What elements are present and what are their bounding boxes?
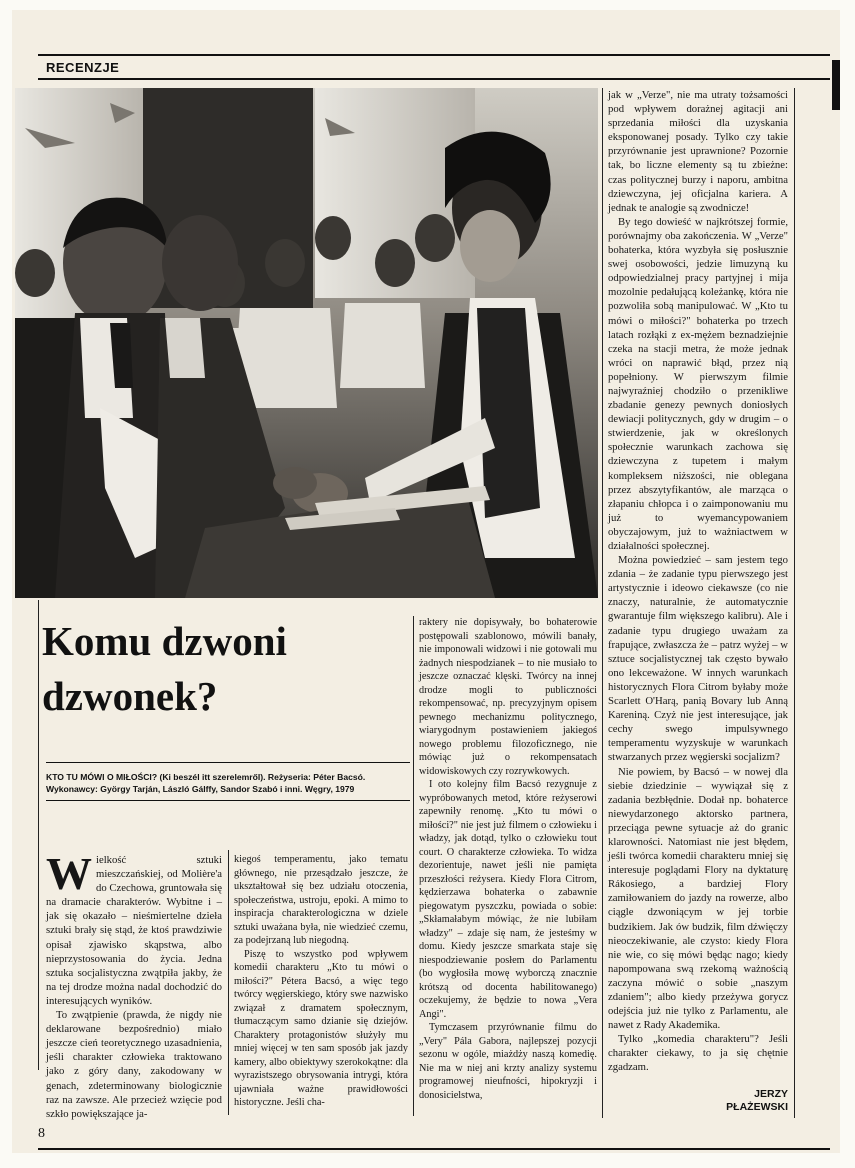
- paragraph: Można powiedzieć – sam jestem tego zdania – że zadanie typu pierwszego jest artystycznie i ideowo ciekawsze (co nie znaczy, naturalnie, że automatycznie gwarantuje film większego kalibru). Ale i zadanie typu drugiego uważam za frapujące, zwłaszcza że – patrz wyżej – w sztuce socjalistycznej tak często bywało ono lekceważone. W innych warunkach historycznych Flora Citrom byłaby może Scarlett O'Harą, panią Bovary lub Anną Kareniną. Czyż nie jest interesujące, jak cechy swego impulsywnego temperamentu wyzyskuje w warunkach stwarzanych przez węgierski socjalizm?: [608, 554, 788, 764]
- column-divider-5: [794, 88, 795, 1118]
- author-first-name: JERZY: [754, 1088, 788, 1100]
- footer-rule: [38, 1148, 830, 1150]
- header-rule-bottom: [38, 78, 830, 80]
- film-still-photo: [15, 88, 598, 598]
- page-number: 8: [38, 1126, 45, 1141]
- column-2: [234, 853, 408, 1110]
- page-edge-tab: [832, 60, 840, 110]
- film-credits: KTO TU MÓWI O MIŁOŚCI? (Ki beszél itt szerelemről). Reżyseria: Péter Bacsó. Wykonawcy: György Tarján, László Gálffy, Sandor Szabó i inni. Węgry, 1979: [46, 772, 366, 794]
- column-divider-4: [602, 88, 603, 1118]
- column-divider-1: [38, 600, 39, 1070]
- paragraph-text: ielkość sztuki mieszczańskiej, od Molière'a do Czechowa, gruntowała się na dramacie charakterów. Wybitne i – jak się okazało – nieśmiertelne dzieła sztuki brały się stąd, że ktoś prawdziwie opisał zjawisko skąpstwa, albo nieprzystosowania do życia. Jedna sztuka socjalistyczna zwątpiła jakby, że na tej drodze można nadal dochodzić do interesujących wyników.: [46, 854, 222, 1007]
- paragraph: To zwątpienie (prawda, że nigdy nie deklarowane bezpośrednio) miało jeszcze cień teoretycznego uzasadnienia, jeśli charakter człowieka traktowano jako z góry dany, zakodowany w genach, zdeterminowany biologicznie raz na zawsze. Ale przecież wzięcie pod szkło powiększające ja-: [46, 1009, 222, 1120]
- credits-rule-top: [46, 762, 410, 763]
- drop-cap: W: [46, 848, 92, 899]
- header-rule-top: [38, 54, 830, 56]
- paragraph: kiegoś temperamentu, jako tematu głównego, nie przesądzało jeszcze, że ukształtował się bez udziału otoczenia, społeczeństwa, ustroju, epoki. A mimo to inspiracja charakterologiczna w dziele sztuki uważana była, nie wiedzieć czemu, za podejrzaną lub niegodną.: [234, 854, 408, 946]
- paragraph: raktery nie dopisywały, bo bohaterowie postępowali szablonowo, mówili banały, nie imponowali widzowi i nie gotowali mu żadnych niespodzianek – to nie musiało to jeszcze oznaczać klęski. Twórcy na innej drodze mogli to publiczności rekompensować, np. precyzyjnym opisem pewnego mechanizmu politycznego, wiarygodnym postawieniem jakiegoś nowego problemu filozoficznego, nie mówiąc już o rekompensatach widowiskowych czy rozrywkowych.: [419, 617, 597, 777]
- author-last-name: PŁAŻEWSKI: [726, 1101, 788, 1113]
- article-headline: [42, 614, 402, 724]
- paragraph: [46, 848, 222, 1008]
- column-divider-2: [228, 850, 229, 1115]
- paragraph: jak w „Verze", nie ma utraty tożsamości pod wpływem dorażnej agitacji ani sprzedania miłości dla uzyskania eksponowanej posady. Tylko czy takie przyrównanie jest uprawnione? Pozornie tak, bo liczne elementy są tu zbieżne: czas politycznej burzy i naporu, ambitna dziewczyna, jej oficjalna kariera. A jednak te analogie są zwodnicze!: [608, 89, 788, 214]
- column-divider-3: [413, 616, 414, 1116]
- section-label: RECENZJE: [46, 60, 120, 75]
- paragraph: By tego dowieść w najkrótszej formie, porównajmy oba zakończenia. W „Verze" bohaterka, która wyzbyła się posłusznie swej osobowości, jedzie limuzyną ku odpowiedzialnej pracy partyjnej i mija mozolnie pedałującą koleżankę, która nie pozwoliła sobą manipulować. W „Kto tu mówi o miłości?" bohaterka po trzech latach rozłąki z ex-mężem beznadziejnie czeka na stacji metra, że może jednak wróci on naprawić błąd, przez nią popełniony. W pierwszym filmie najwyraźniej chodziło o przenikliwe zbadanie genezy pewnych doniosłych dewiacji politycznych, gdy w drugim – o stwierdzenie, jak w określonych społecznie warunkach zachowa się dziewczyna z tupetem i małym kompleksem niższości, nie oblegana przez abszytyfikantów, ale marząca o złapaniu chłopca i o zaimponowaniu mu już to wyemancypowaniem obyczajowym, już to ważniactwem w działalności społecznej.: [608, 215, 788, 552]
- author-signature: [684, 1088, 788, 1114]
- column-1: [46, 848, 222, 1121]
- paragraph: Piszę to wszystko pod wpływem komedii charakteru „Kto tu mówi o miłości?" Pétera Bacsó, a więc tego twórcy węgierskiego, który swe nazwisko związał z dramatem społecznym, tłumaczącym samo dzianie się dziejów. Charaktery protagonistów służyły mu mniej więcej w ten sam sposób jak jazdy kamery, albo obiektywy szerokokątne: dla wyrazistszego obrysowania intrygi, która ujawniała ważne prawidłowości historyczne. Jeśli cha-: [234, 948, 408, 1108]
- column-4: [608, 88, 788, 1075]
- paragraph: I oto kolejny film Bacsó rezygnuje z wypróbowanych metod, które reżyserowi zapewniły renomę. „Kto tu mówi o miłości?" nie jest już filmem o człowieku i władzy, jak dotąd, tylko o człowieku tout court. O charakterze człowieka. To widza dezorientuje, nawet jeśli nie pamięta przeszłości reżysera. Kiedy Flora Citrom, kędzierzawa bohaterka o zabawnie piegowatym pyszczku, powiada o sobie: „Skłamałabym mówiąc, że nie lubiłam władzy" – zdaje się nam, że jesteśmy w domu. Kiedy jeszcze smarkata staje się niespodziewanie posłem do Parlamentu (bo wygłosiła mowę wyborczą znacznie krótszą od docenta habilitowanego) oczekujemy, że będzie to nowa „Vera Angi".: [419, 779, 597, 1020]
- headline-line-1: Komu dzwoni: [42, 618, 287, 664]
- paragraph: Tylko „komedia charakteru"? Jeśli charakter ciekawy, to ja się chętnie zgadzam.: [608, 1033, 788, 1074]
- paragraph: Nie powiem, by Bacsó – w nowej dla siebie dziedzinie – wywiązał się z zadania bezbłędnie. Dodał np. bohaterce niewydarzonego aktorsko partnera, przeciąga pewne sytuacje aż do granic klarowności. Natomiast nie jest błędem, jeśli twórca komedii charakteru mniej się interesuje poglądami Flory na dyktaturę Rákosiego, a bardziej Flory zamiłowaniem do jazdy na rowerze, albo ciągle dzwoniącym w jej torbie budzikiem. Jak ów budzik, film dźwięczy nieoczekiwanie, ale czysto: kiedy Flora nie wie, co się mówi będąc nago; kiedy napompowana swą rzekomą ważnością zaczyna mówić o sobie „naszym zdaniem"; albo kiedy przeżywa gorycz odejścia już nie tylko z Parlamentu, ale nawet z Rady Akademika.: [608, 765, 788, 1032]
- film-still-drawing: [15, 88, 598, 598]
- magazine-page: [12, 10, 840, 1153]
- credits-rule-bottom: [46, 800, 410, 801]
- column-3: [419, 616, 597, 1102]
- headline-line-2: dzwonek?: [42, 673, 218, 719]
- paragraph: Tymczasem przyrównanie filmu do „Very" Pála Gabora, najlepszej pozycji sezonu w ogóle, miażdży naszą komedię. Nie ma w niej ani krzty analizy systemu programowej nieufności, hipokryzji i donosicielstwa,: [419, 1022, 597, 1101]
